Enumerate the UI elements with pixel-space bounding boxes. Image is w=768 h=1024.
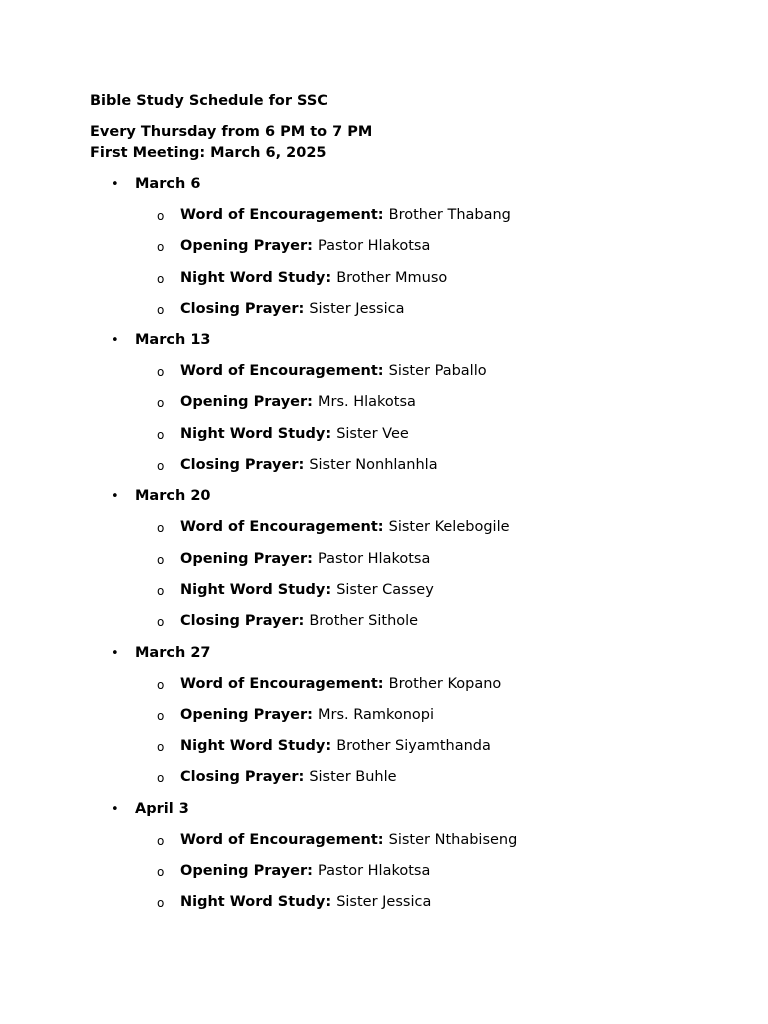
role-label: Word of Encouragement: xyxy=(180,675,389,692)
schedule-item xyxy=(90,486,730,632)
role-item xyxy=(90,892,730,913)
role-label: Word of Encouragement: xyxy=(180,207,389,223)
role-item xyxy=(90,830,730,851)
circle-bullet-icon: o xyxy=(157,833,165,848)
role-person: Sister Jessica xyxy=(336,894,432,911)
circle-bullet-icon: o xyxy=(157,396,165,411)
role-item xyxy=(90,705,730,726)
schedule-item xyxy=(90,174,730,320)
role-person: Pastor Hlakotsa xyxy=(317,550,431,567)
role-label: Opening Prayer: xyxy=(180,706,318,723)
role-label: Closing Prayer: xyxy=(180,300,310,317)
circle-bullet-icon: o xyxy=(157,552,165,567)
meeting-time: Every Thursday from 6 PM to 7 PM xyxy=(90,124,373,140)
circle-bullet-icon: o xyxy=(157,521,165,536)
role-person: Sister Vee xyxy=(336,425,409,442)
role-person: Brother Sithole xyxy=(309,613,419,630)
role-person: Pastor Hlakotsa xyxy=(317,238,431,255)
schedule-item xyxy=(90,330,730,476)
bullet-icon: • xyxy=(111,801,119,817)
circle-bullet-icon: o xyxy=(157,771,165,786)
schedule-item xyxy=(90,643,730,789)
circle-bullet-icon: o xyxy=(157,865,165,880)
first-meeting: First Meeting: March 6, 2025 xyxy=(90,145,327,161)
role-item xyxy=(90,268,730,289)
role-person: Mrs. Ramkonopi xyxy=(317,706,435,723)
role-label: Night Word Study: xyxy=(180,738,337,755)
date-heading xyxy=(90,486,730,507)
role-label: Opening Prayer: xyxy=(180,394,318,411)
circle-bullet-icon: o xyxy=(157,459,165,474)
circle-bullet-icon: o xyxy=(157,677,165,692)
date-label: March 27 xyxy=(135,644,211,661)
role-item xyxy=(90,236,730,257)
circle-bullet-icon: o xyxy=(157,302,165,317)
role-item xyxy=(90,736,730,757)
role-label: Night Word Study: xyxy=(180,425,337,442)
date-label: March 13 xyxy=(135,332,211,349)
role-label: Opening Prayer: xyxy=(180,550,318,567)
circle-bullet-icon: o xyxy=(157,365,165,380)
role-label: Opening Prayer: xyxy=(180,238,318,255)
circle-bullet-icon: o xyxy=(157,583,165,598)
role-label: Word of Encouragement: xyxy=(180,831,389,848)
circle-bullet-icon: o xyxy=(157,271,165,286)
role-label: Opening Prayer: xyxy=(180,863,318,880)
role-label: Night Word Study: xyxy=(180,894,337,911)
role-label: Closing Prayer: xyxy=(180,613,310,630)
role-list xyxy=(90,517,730,632)
date-heading xyxy=(90,174,730,195)
date-heading xyxy=(90,799,730,820)
role-person: Brother Siyamthanda xyxy=(336,738,491,755)
role-item xyxy=(90,580,730,601)
document-page xyxy=(90,91,730,924)
role-label: Word of Encouragement: xyxy=(180,363,389,380)
circle-bullet-icon: o xyxy=(157,740,165,755)
role-person: Sister Buhle xyxy=(309,769,397,786)
role-item xyxy=(90,392,730,413)
role-list xyxy=(90,361,730,476)
role-item xyxy=(90,517,730,538)
role-item xyxy=(90,205,730,226)
role-item xyxy=(90,611,730,632)
role-item xyxy=(90,674,730,695)
role-list xyxy=(90,674,730,789)
role-item xyxy=(90,455,730,476)
role-item xyxy=(90,299,730,320)
role-person: Mrs. Hlakotsa xyxy=(317,394,416,411)
bullet-icon: • xyxy=(111,333,119,349)
role-item xyxy=(90,549,730,570)
date-heading xyxy=(90,330,730,351)
schedule-item xyxy=(90,799,730,914)
role-list xyxy=(90,830,730,914)
date-heading xyxy=(90,643,730,664)
role-label: Closing Prayer: xyxy=(180,769,310,786)
role-person: Sister Jessica xyxy=(309,300,405,317)
role-item xyxy=(90,861,730,882)
role-item xyxy=(90,767,730,788)
date-label: March 20 xyxy=(135,488,211,505)
bullet-icon: • xyxy=(111,489,119,505)
role-list xyxy=(90,205,730,320)
date-label: April 3 xyxy=(135,800,189,817)
circle-bullet-icon: o xyxy=(157,209,165,223)
role-person: Pastor Hlakotsa xyxy=(317,863,431,880)
document-title: Bible Study Schedule for SSC xyxy=(90,93,328,109)
role-item xyxy=(90,361,730,382)
role-label: Night Word Study: xyxy=(180,269,337,286)
role-person: Sister Nthabiseng xyxy=(388,831,518,848)
circle-bullet-icon: o xyxy=(157,896,165,911)
role-label: Night Word Study: xyxy=(180,581,337,598)
role-label: Word of Encouragement: xyxy=(180,519,389,536)
role-person: Sister Kelebogile xyxy=(388,519,510,536)
role-person: Sister Paballo xyxy=(388,363,487,380)
circle-bullet-icon: o xyxy=(157,708,165,723)
bullet-icon: • xyxy=(111,177,119,192)
role-person: Brother Mmuso xyxy=(336,269,448,286)
role-item xyxy=(90,424,730,445)
circle-bullet-icon: o xyxy=(157,427,165,442)
role-person: Brother Thabang xyxy=(388,207,511,223)
role-person: Sister Cassey xyxy=(336,581,434,598)
schedule-list xyxy=(90,174,730,913)
role-person: Brother Kopano xyxy=(388,675,502,692)
role-person: Sister Nonhlanhla xyxy=(309,457,438,474)
circle-bullet-icon: o xyxy=(157,240,165,255)
role-label: Closing Prayer: xyxy=(180,457,310,474)
date-label: March 6 xyxy=(135,176,201,192)
circle-bullet-icon: o xyxy=(157,615,165,630)
bullet-icon: • xyxy=(111,645,119,661)
